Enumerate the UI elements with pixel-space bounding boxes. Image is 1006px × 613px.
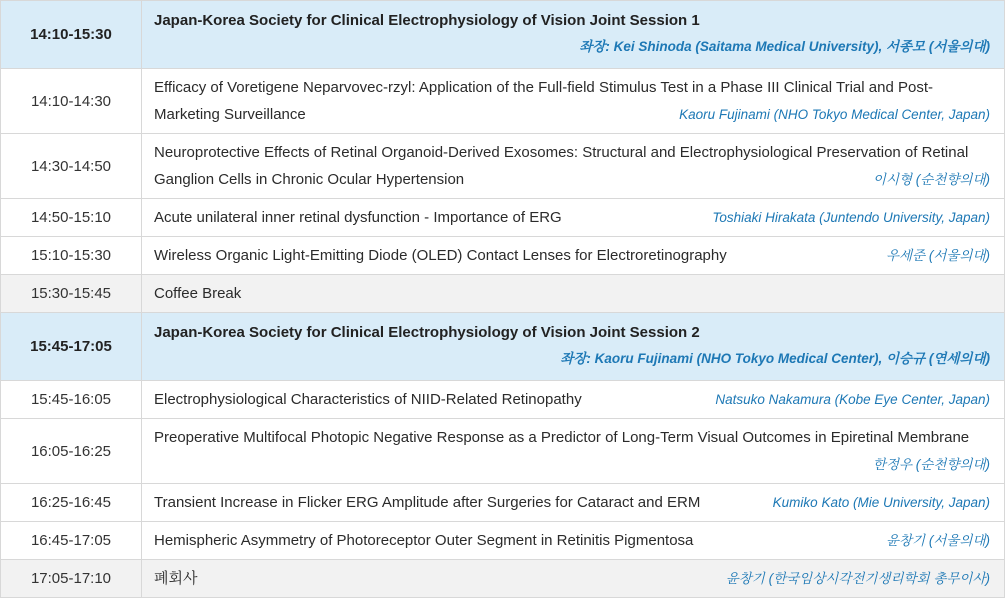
talk-title: Preoperative Multifocal Photopic Negative Response as a Predictor of Long-Term Visual Outcomes in Epiretinal Membrane — [154, 429, 970, 446]
time-cell: 16:25-16:45 — [1, 484, 142, 522]
talk-title: Hemispheric Asymmetry of Photoreceptor Outer Segment in Retinitis Pigmentosa — [154, 532, 694, 549]
talk-title: 폐회사 — [154, 570, 198, 587]
table-row — [1, 199, 1005, 237]
talk-title: Coffee Break — [154, 285, 242, 302]
time-cell: 14:10-14:30 — [1, 69, 142, 134]
content-cell — [142, 560, 1005, 598]
talk-title: Electrophysiological Characteristics of NIID-Related Retinopathy — [154, 391, 582, 408]
table-row — [1, 313, 1005, 381]
time-cell: 14:30-14:50 — [1, 134, 142, 199]
content-cell — [142, 199, 1005, 237]
table-row — [1, 381, 1005, 419]
time-cell: 15:30-15:45 — [1, 275, 142, 313]
content-cell — [142, 484, 1005, 522]
content-cell — [142, 381, 1005, 419]
talk-title: Neuroprotective Effects of Retinal Organoid-Derived Exosomes: Structural and Electrophysiological Preservation of Retinal Ganglion Cells in Chronic Ocular Hypertension — [154, 144, 969, 188]
content-cell — [142, 1, 1005, 69]
time-cell: 15:45-17:05 — [1, 313, 142, 381]
speaker-name: Kaoru Fujinami (NHO Tokyo Medical Center, Japan) — [679, 107, 990, 122]
time-cell: 15:45-16:05 — [1, 381, 142, 419]
speaker-name: Kumiko Kato (Mie University, Japan) — [772, 495, 990, 510]
talk-title: Transient Increase in Flicker ERG Amplitude after Surgeries for Cataract and ERM — [154, 494, 701, 511]
content-cell — [142, 134, 1005, 199]
content-cell — [142, 419, 1005, 484]
table-row — [1, 134, 1005, 199]
time-cell: 16:45-17:05 — [1, 522, 142, 560]
table-row — [1, 69, 1005, 134]
table-row — [1, 560, 1005, 598]
talk-title: Efficacy of Voretigene Neparvovec-rzyl: Application of the Full-field Stimulus Test in a Phase III Clinical Trial and Post-Marketing Surveillance — [154, 79, 933, 123]
program-table-body — [1, 1, 1005, 598]
talk-title: Japan-Korea Society for Clinical Electrophysiology of Vision Joint Session 2 — [154, 324, 700, 341]
content-cell — [142, 522, 1005, 560]
speaker-name: 한정우 (순천향의대) — [872, 457, 990, 472]
table-row — [1, 484, 1005, 522]
table-row — [1, 275, 1005, 313]
content-cell — [142, 275, 1005, 313]
content-cell — [142, 69, 1005, 134]
time-cell: 15:10-15:30 — [1, 237, 142, 275]
session-chair: 좌장: Kei Shinoda (Saitama Medical University), 서종모 (서울의대) — [579, 39, 990, 54]
table-row — [1, 419, 1005, 484]
table-row — [1, 1, 1005, 69]
talk-title: Japan-Korea Society for Clinical Electrophysiology of Vision Joint Session 1 — [154, 12, 700, 29]
time-cell: 14:50-15:10 — [1, 199, 142, 237]
time-cell: 14:10-15:30 — [1, 1, 142, 69]
content-cell — [142, 313, 1005, 381]
speaker-name: Toshiaki Hirakata (Juntendo University, Japan) — [712, 210, 990, 225]
speaker-name: 이시형 (순천향의대) — [872, 172, 990, 187]
time-cell: 17:05-17:10 — [1, 560, 142, 598]
speaker-name: Natsuko Nakamura (Kobe Eye Center, Japan) — [715, 392, 990, 407]
table-row — [1, 237, 1005, 275]
session-chair: 좌장: Kaoru Fujinami (NHO Tokyo Medical Center), 이승규 (연세의대) — [560, 351, 990, 366]
speaker-name: 우세준 (서울의대) — [885, 248, 990, 263]
table-row — [1, 522, 1005, 560]
speaker-name: 윤창기 (한국임상시각전기생리학회 총무이사) — [725, 571, 990, 586]
talk-title: Wireless Organic Light-Emitting Diode (OLED) Contact Lenses for Electroretinography — [154, 247, 727, 264]
talk-title: Acute unilateral inner retinal dysfunction - Importance of ERG — [154, 209, 562, 226]
time-cell: 16:05-16:25 — [1, 419, 142, 484]
content-cell — [142, 237, 1005, 275]
speaker-name: 윤창기 (서울의대) — [885, 533, 990, 548]
